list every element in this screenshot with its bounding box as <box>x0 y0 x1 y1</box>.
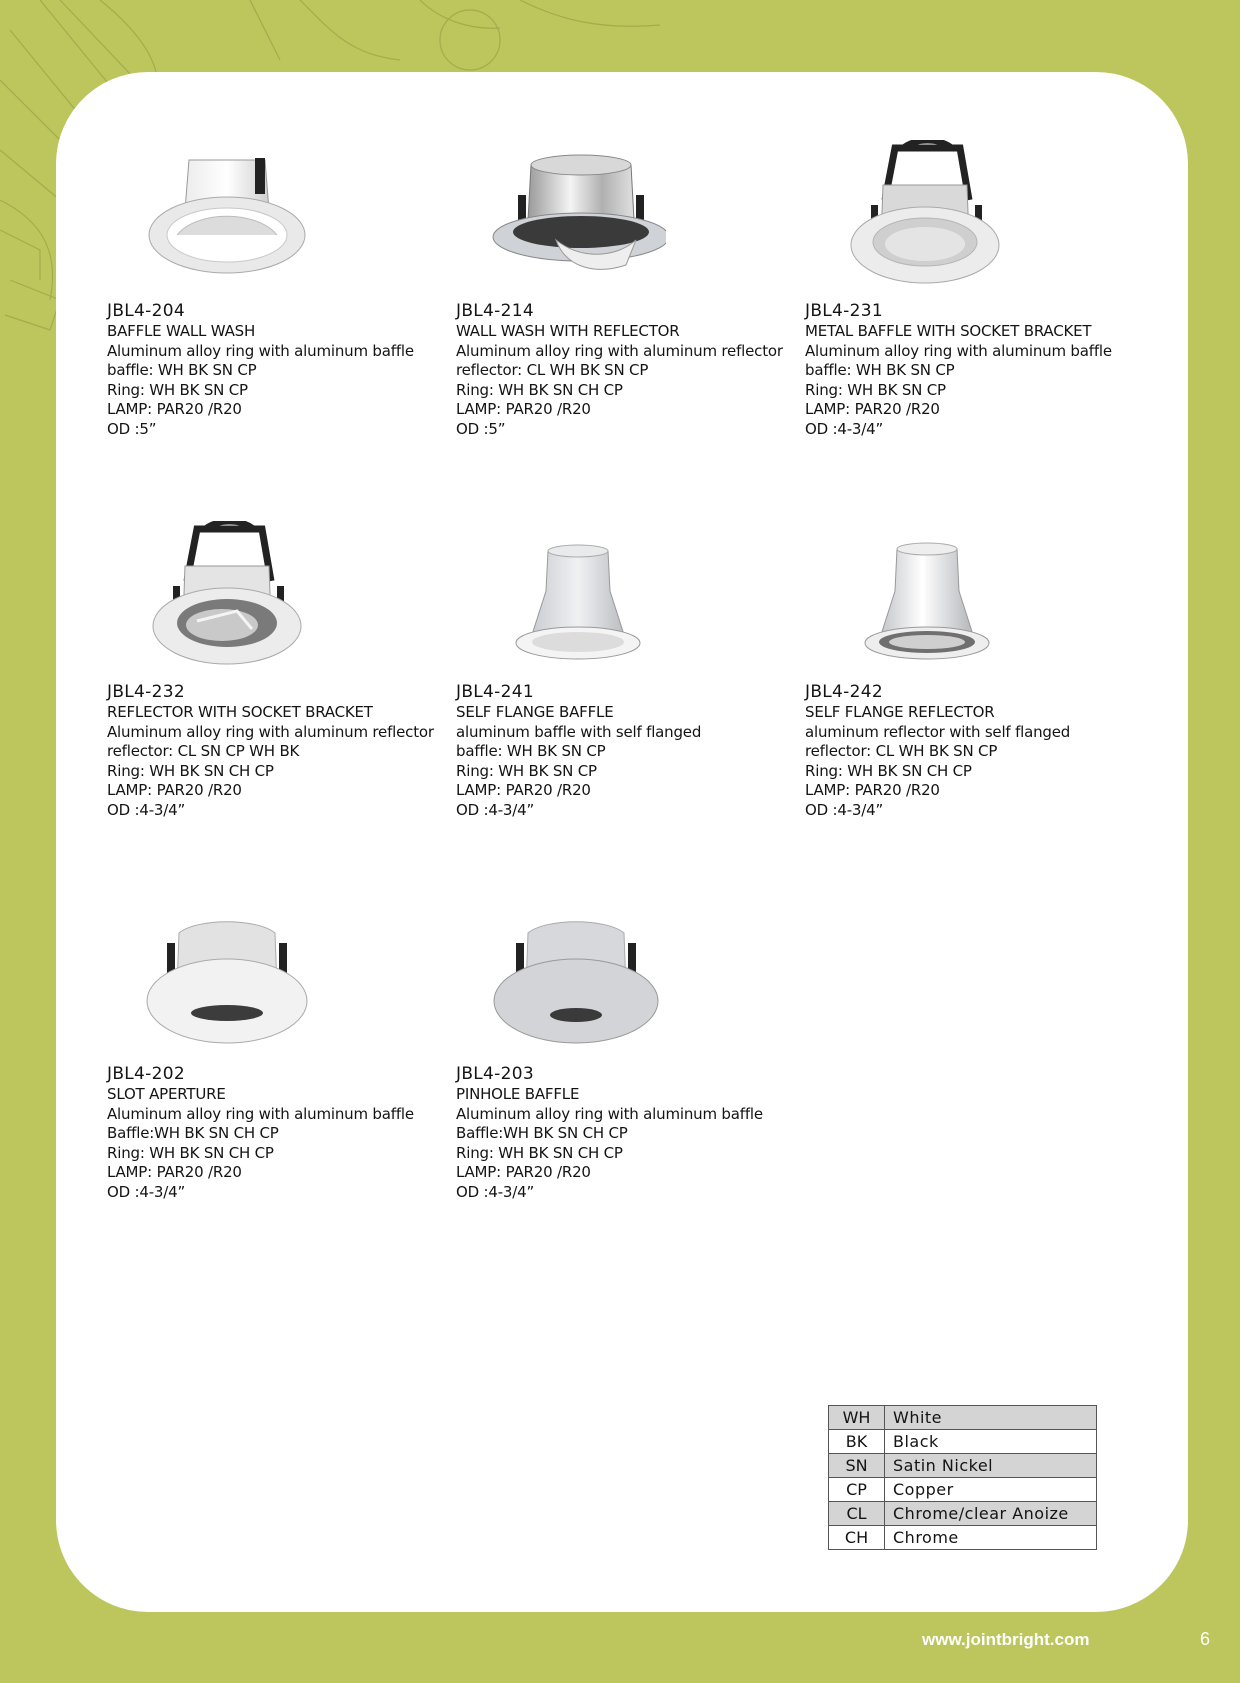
product-spec-line: Ring: WH BK SN CH CP <box>456 1143 623 1162</box>
page-number: 6 <box>1200 1629 1211 1649</box>
website-link[interactable]: www.jointbright.com <box>922 1630 1090 1649</box>
product-spec-line: Baffle:WH BK SN CH CP <box>456 1124 628 1143</box>
product-spec-line: aluminum baffle with self flanged <box>456 722 702 741</box>
product-image <box>137 140 317 290</box>
product-title: BAFFLE WALL WASH <box>107 322 256 340</box>
product-code: JBL4-241 <box>456 682 534 702</box>
product-spec-line: Ring: WH BK SN CP <box>107 380 248 399</box>
legend-row <box>829 1478 1097 1502</box>
product-spec-line: Baffle:WH BK SN CH CP <box>107 1124 279 1143</box>
product-image <box>137 903 317 1053</box>
self-flange-reflector-illustration <box>835 521 1015 671</box>
product-spec-line: LAMP: PAR20 /R20 <box>107 400 242 419</box>
legend-row <box>829 1406 1097 1430</box>
legend-name: Chrome/clear Anoize <box>885 1502 1097 1526</box>
legend-code: SN <box>829 1454 885 1478</box>
color-code-legend <box>828 1405 1097 1550</box>
product-title: PINHOLE BAFFLE <box>456 1085 580 1103</box>
product-title: SELF FLANGE BAFFLE <box>456 703 614 721</box>
product-spec-line: Ring: WH BK SN CH CP <box>805 761 972 780</box>
product-jbl4-242 <box>805 521 1145 821</box>
product-code: JBL4-214 <box>456 301 534 321</box>
product-jbl4-232 <box>107 521 447 821</box>
product-spec-line: Ring: WH BK SN CH CP <box>107 761 274 780</box>
downlight-wallwash-illustration <box>137 140 317 290</box>
legend-name: Copper <box>885 1478 1097 1502</box>
product-spec-line: Aluminum alloy ring with aluminum baffle <box>456 1104 763 1123</box>
self-flange-baffle-illustration <box>486 521 666 671</box>
pinhole-baffle-illustration <box>486 903 666 1053</box>
product-jbl4-204 <box>107 140 447 440</box>
product-title: SLOT APERTURE <box>107 1085 226 1103</box>
product-spec-line: LAMP: PAR20 /R20 <box>107 1163 242 1182</box>
product-spec-line: Ring: WH BK SN CH CP <box>107 1143 274 1162</box>
product-spec-line: OD :4-3/4” <box>107 1182 186 1201</box>
product-spec-line: LAMP: PAR20 /R20 <box>107 781 242 800</box>
product-jbl4-241 <box>456 521 796 821</box>
downlight-socket-bracket-illustration <box>835 140 1015 290</box>
product-code: JBL4-231 <box>805 301 883 321</box>
product-image <box>486 903 666 1053</box>
legend-code: BK <box>829 1430 885 1454</box>
legend-name: Black <box>885 1430 1097 1454</box>
product-spec-line: LAMP: PAR20 /R20 <box>805 781 940 800</box>
product-title: SELF FLANGE REFLECTOR <box>805 703 995 721</box>
product-spec-line: reflector: CL WH BK SN CP <box>456 361 649 380</box>
product-spec-line: Aluminum alloy ring with aluminum baffle <box>805 341 1112 360</box>
product-spec-line: LAMP: PAR20 /R20 <box>456 1163 591 1182</box>
legend-row <box>829 1526 1097 1550</box>
product-spec-line: OD :4-3/4” <box>805 419 884 438</box>
product-spec-line: aluminum reflector with self flanged <box>805 722 1071 741</box>
product-image <box>835 140 1015 290</box>
product-jbl4-202 <box>107 903 447 1203</box>
product-code: JBL4-242 <box>805 682 883 702</box>
product-spec-line: OD :4-3/4” <box>107 800 186 819</box>
legend-row <box>829 1430 1097 1454</box>
product-spec-line: OD :5” <box>107 419 157 438</box>
legend-code: CL <box>829 1502 885 1526</box>
product-spec-line: baffle: WH BK SN CP <box>805 361 955 380</box>
downlight-reflector-bracket-illustration <box>137 521 317 671</box>
product-jbl4-231 <box>805 140 1145 440</box>
legend-row <box>829 1454 1097 1478</box>
product-code: JBL4-232 <box>107 682 185 702</box>
product-code: JBL4-204 <box>107 301 185 321</box>
legend-name: Satin Nickel <box>885 1454 1097 1478</box>
product-spec-line: OD :4-3/4” <box>456 800 535 819</box>
product-image <box>137 521 317 671</box>
legend-name: White <box>885 1406 1097 1430</box>
product-image <box>835 521 1015 671</box>
product-spec-line: baffle: WH BK SN CP <box>107 361 257 380</box>
legend-name: Chrome <box>885 1526 1097 1550</box>
product-title: METAL BAFFLE WITH SOCKET BRACKET <box>805 322 1092 340</box>
product-spec-line: Ring: WH BK SN CH CP <box>456 380 623 399</box>
product-spec-line: Aluminum alloy ring with aluminum baffle <box>107 341 414 360</box>
product-spec-line: Aluminum alloy ring with aluminum reflector <box>456 341 783 360</box>
downlight-reflector-illustration <box>486 140 666 290</box>
legend-code: CP <box>829 1478 885 1502</box>
product-spec-line: LAMP: PAR20 /R20 <box>456 781 591 800</box>
product-title: WALL WASH WITH REFLECTOR <box>456 322 680 340</box>
product-spec-line: OD :5” <box>456 419 506 438</box>
product-code: JBL4-202 <box>107 1064 185 1084</box>
product-code: JBL4-203 <box>456 1064 534 1084</box>
product-jbl4-214 <box>456 140 796 440</box>
legend-row <box>829 1502 1097 1526</box>
product-spec-line: Ring: WH BK SN CP <box>805 380 946 399</box>
product-spec-line: Ring: WH BK SN CP <box>456 761 597 780</box>
slot-aperture-illustration <box>137 903 317 1053</box>
product-spec-line: reflector: CL SN CP WH BK <box>107 742 300 761</box>
product-image <box>486 140 666 290</box>
product-spec-line: reflector: CL WH BK SN CP <box>805 742 998 761</box>
product-spec-line: LAMP: PAR20 /R20 <box>456 400 591 419</box>
legend-code: CH <box>829 1526 885 1550</box>
product-spec-line: OD :4-3/4” <box>456 1182 535 1201</box>
product-spec-line: baffle: WH BK SN CP <box>456 742 606 761</box>
legend-code: WH <box>829 1406 885 1430</box>
product-spec-line: Aluminum alloy ring with aluminum baffle <box>107 1104 414 1123</box>
product-spec-line: Aluminum alloy ring with aluminum reflector <box>107 722 434 741</box>
product-spec-line: OD :4-3/4” <box>805 800 884 819</box>
product-jbl4-203 <box>456 903 796 1203</box>
product-image <box>486 521 666 671</box>
product-spec-line: LAMP: PAR20 /R20 <box>805 400 940 419</box>
product-title: REFLECTOR WITH SOCKET BRACKET <box>107 703 373 721</box>
